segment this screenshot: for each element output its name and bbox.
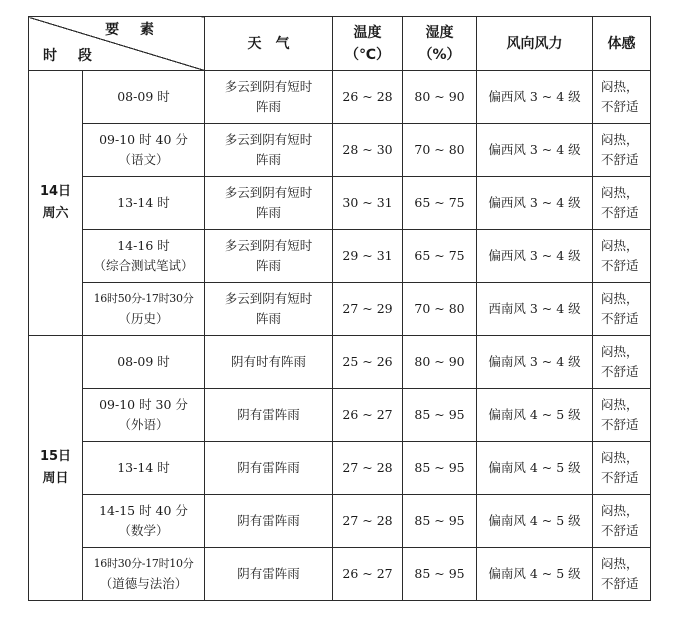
feel-text: 闷热， bbox=[601, 556, 639, 571]
feel-cell bbox=[593, 230, 651, 283]
weather-text: 多云到阴有短时 bbox=[224, 185, 313, 200]
temperature-cell: 27 ~ 28 bbox=[333, 495, 403, 548]
humidity-cell: 85 ~ 95 bbox=[403, 389, 477, 442]
weather-text: 阴有雷阵雨 bbox=[237, 513, 300, 528]
temperature-cell: 25 ~ 26 bbox=[333, 336, 403, 389]
period-time: 14-16 时 bbox=[117, 238, 170, 253]
feel-header: 体感 bbox=[593, 17, 651, 71]
weather-text-cont: 阵雨 bbox=[255, 205, 281, 220]
period-cell bbox=[83, 442, 205, 495]
day-cell bbox=[29, 336, 83, 601]
period-cell bbox=[83, 336, 205, 389]
humidity-cell: 85 ~ 95 bbox=[403, 548, 477, 601]
weather-cell bbox=[205, 124, 333, 177]
feel-text: 闷热， bbox=[601, 344, 639, 359]
feel-text: 闷热， bbox=[601, 397, 639, 412]
weather-text: 多云到阴有短时 bbox=[224, 132, 313, 147]
feel-text-cont: 不舒适 bbox=[601, 417, 639, 432]
weather-text: 多云到阴有短时 bbox=[224, 291, 313, 306]
table-row bbox=[29, 442, 651, 495]
feel-text: 闷热， bbox=[601, 132, 639, 147]
period-cell bbox=[83, 389, 205, 442]
day-weekday: 周六 bbox=[42, 206, 69, 221]
weather-cell bbox=[205, 389, 333, 442]
element-header-label: 要 素 bbox=[105, 22, 162, 38]
feel-text-cont: 不舒适 bbox=[601, 470, 639, 485]
period-time: 13-14 时 bbox=[117, 460, 170, 475]
feel-text: 闷热， bbox=[601, 238, 639, 253]
feel-cell bbox=[593, 548, 651, 601]
header-row bbox=[29, 17, 651, 71]
temperature-header: 温度 （℃） bbox=[333, 17, 403, 71]
feel-cell bbox=[593, 71, 651, 124]
header-corner-cell bbox=[29, 17, 205, 71]
weather-forecast-sheet bbox=[28, 16, 650, 601]
day-weekday: 周日 bbox=[42, 471, 69, 486]
day-date: 15日 bbox=[39, 449, 72, 464]
table-row bbox=[29, 495, 651, 548]
table-row bbox=[29, 283, 651, 336]
exam-weather-table bbox=[28, 16, 651, 601]
period-time: 08-09 时 bbox=[117, 89, 170, 104]
wind-cell: 偏西风 3 ~ 4 级 bbox=[477, 71, 593, 124]
wind-cell: 西南风 3 ~ 4 级 bbox=[477, 283, 593, 336]
feel-cell bbox=[593, 124, 651, 177]
weather-text: 阴有雷阵雨 bbox=[237, 566, 300, 581]
feel-text-cont: 不舒适 bbox=[601, 205, 639, 220]
weather-cell bbox=[205, 230, 333, 283]
exam-subject: （道德与法治） bbox=[99, 576, 188, 591]
period-time: 16时50分-17时30分 bbox=[93, 292, 194, 305]
table-body bbox=[29, 71, 651, 601]
weather-text-cont: 阵雨 bbox=[255, 152, 281, 167]
feel-text-cont: 不舒适 bbox=[601, 523, 639, 538]
weather-cell bbox=[205, 283, 333, 336]
exam-subject: （语文） bbox=[118, 152, 169, 167]
wind-header: 风向风力 bbox=[477, 17, 593, 71]
table-row bbox=[29, 177, 651, 230]
exam-subject: （综合测试笔试） bbox=[93, 258, 194, 273]
weather-text: 多云到阴有短时 bbox=[224, 238, 313, 253]
table-row bbox=[29, 230, 651, 283]
humidity-cell: 85 ~ 95 bbox=[403, 495, 477, 548]
weather-cell bbox=[205, 336, 333, 389]
temperature-cell: 28 ~ 30 bbox=[333, 124, 403, 177]
period-cell bbox=[83, 283, 205, 336]
wind-cell: 偏西风 3 ~ 4 级 bbox=[477, 230, 593, 283]
feel-text: 闷热， bbox=[601, 79, 639, 94]
humidity-header: 湿度 （%） bbox=[403, 17, 477, 71]
temperature-cell: 27 ~ 29 bbox=[333, 283, 403, 336]
feel-cell bbox=[593, 177, 651, 230]
weather-cell bbox=[205, 495, 333, 548]
weather-cell bbox=[205, 71, 333, 124]
period-time: 09-10 时 30 分 bbox=[99, 397, 188, 412]
period-time: 08-09 时 bbox=[117, 354, 170, 369]
period-time: 16时30分-17时10分 bbox=[93, 557, 194, 570]
feel-cell bbox=[593, 336, 651, 389]
humidity-cell: 80 ~ 90 bbox=[403, 336, 477, 389]
wind-cell: 偏南风 4 ~ 5 级 bbox=[477, 548, 593, 601]
table-row bbox=[29, 336, 651, 389]
day-cell bbox=[29, 71, 83, 336]
feel-cell bbox=[593, 495, 651, 548]
table-row bbox=[29, 548, 651, 601]
wind-cell: 偏西风 3 ~ 4 级 bbox=[477, 177, 593, 230]
temperature-cell: 26 ~ 27 bbox=[333, 548, 403, 601]
exam-subject: （外语） bbox=[118, 417, 169, 432]
feel-text-cont: 不舒适 bbox=[601, 576, 639, 591]
wind-cell: 偏南风 4 ~ 5 级 bbox=[477, 442, 593, 495]
humidity-cell: 70 ~ 80 bbox=[403, 283, 477, 336]
weather-text: 阴有雷阵雨 bbox=[237, 460, 300, 475]
feel-text-cont: 不舒适 bbox=[601, 258, 639, 273]
humidity-cell: 70 ~ 80 bbox=[403, 124, 477, 177]
feel-text: 闷热， bbox=[601, 503, 639, 518]
period-cell bbox=[83, 124, 205, 177]
feel-text-cont: 不舒适 bbox=[601, 311, 639, 326]
temperature-cell: 27 ~ 28 bbox=[333, 442, 403, 495]
weather-header: 天 气 bbox=[205, 17, 333, 71]
feel-text: 闷热， bbox=[601, 450, 639, 465]
period-time: 13-14 时 bbox=[117, 195, 170, 210]
weather-text-cont: 阵雨 bbox=[255, 311, 281, 326]
period-header-label: 时 段 bbox=[43, 48, 100, 64]
feel-text-cont: 不舒适 bbox=[601, 152, 639, 167]
weather-cell bbox=[205, 442, 333, 495]
period-time: 09-10 时 40 分 bbox=[99, 132, 188, 147]
exam-subject: （数学） bbox=[118, 523, 169, 538]
feel-cell bbox=[593, 442, 651, 495]
period-cell bbox=[83, 177, 205, 230]
wind-cell: 偏南风 4 ~ 5 级 bbox=[477, 495, 593, 548]
period-cell bbox=[83, 230, 205, 283]
wind-cell: 偏南风 4 ~ 5 级 bbox=[477, 389, 593, 442]
feel-text: 闷热， bbox=[601, 185, 639, 200]
table-row bbox=[29, 71, 651, 124]
weather-text: 多云到阴有短时 bbox=[224, 79, 313, 94]
period-cell bbox=[83, 495, 205, 548]
weather-cell bbox=[205, 177, 333, 230]
weather-cell bbox=[205, 548, 333, 601]
table-row bbox=[29, 124, 651, 177]
temperature-cell: 26 ~ 27 bbox=[333, 389, 403, 442]
feel-text-cont: 不舒适 bbox=[601, 99, 639, 114]
feel-text-cont: 不舒适 bbox=[601, 364, 639, 379]
wind-cell: 偏南风 3 ~ 4 级 bbox=[477, 336, 593, 389]
feel-cell bbox=[593, 283, 651, 336]
humidity-cell: 65 ~ 75 bbox=[403, 230, 477, 283]
feel-cell bbox=[593, 389, 651, 442]
temperature-cell: 30 ~ 31 bbox=[333, 177, 403, 230]
weather-text: 阴有时有阵雨 bbox=[230, 354, 306, 369]
feel-text: 闷热， bbox=[601, 291, 639, 306]
humidity-cell: 65 ~ 75 bbox=[403, 177, 477, 230]
wind-cell: 偏西风 3 ~ 4 级 bbox=[477, 124, 593, 177]
period-cell bbox=[83, 71, 205, 124]
weather-text-cont: 阵雨 bbox=[255, 258, 281, 273]
day-date: 14日 bbox=[39, 184, 72, 199]
period-cell bbox=[83, 548, 205, 601]
humidity-cell: 85 ~ 95 bbox=[403, 442, 477, 495]
temperature-cell: 26 ~ 28 bbox=[333, 71, 403, 124]
weather-text: 阴有雷阵雨 bbox=[237, 407, 300, 422]
exam-subject: （历史） bbox=[118, 311, 169, 326]
humidity-cell: 80 ~ 90 bbox=[403, 71, 477, 124]
period-time: 14-15 时 40 分 bbox=[99, 503, 188, 518]
weather-text-cont: 阵雨 bbox=[255, 99, 281, 114]
temperature-cell: 29 ~ 31 bbox=[333, 230, 403, 283]
table-row bbox=[29, 389, 651, 442]
